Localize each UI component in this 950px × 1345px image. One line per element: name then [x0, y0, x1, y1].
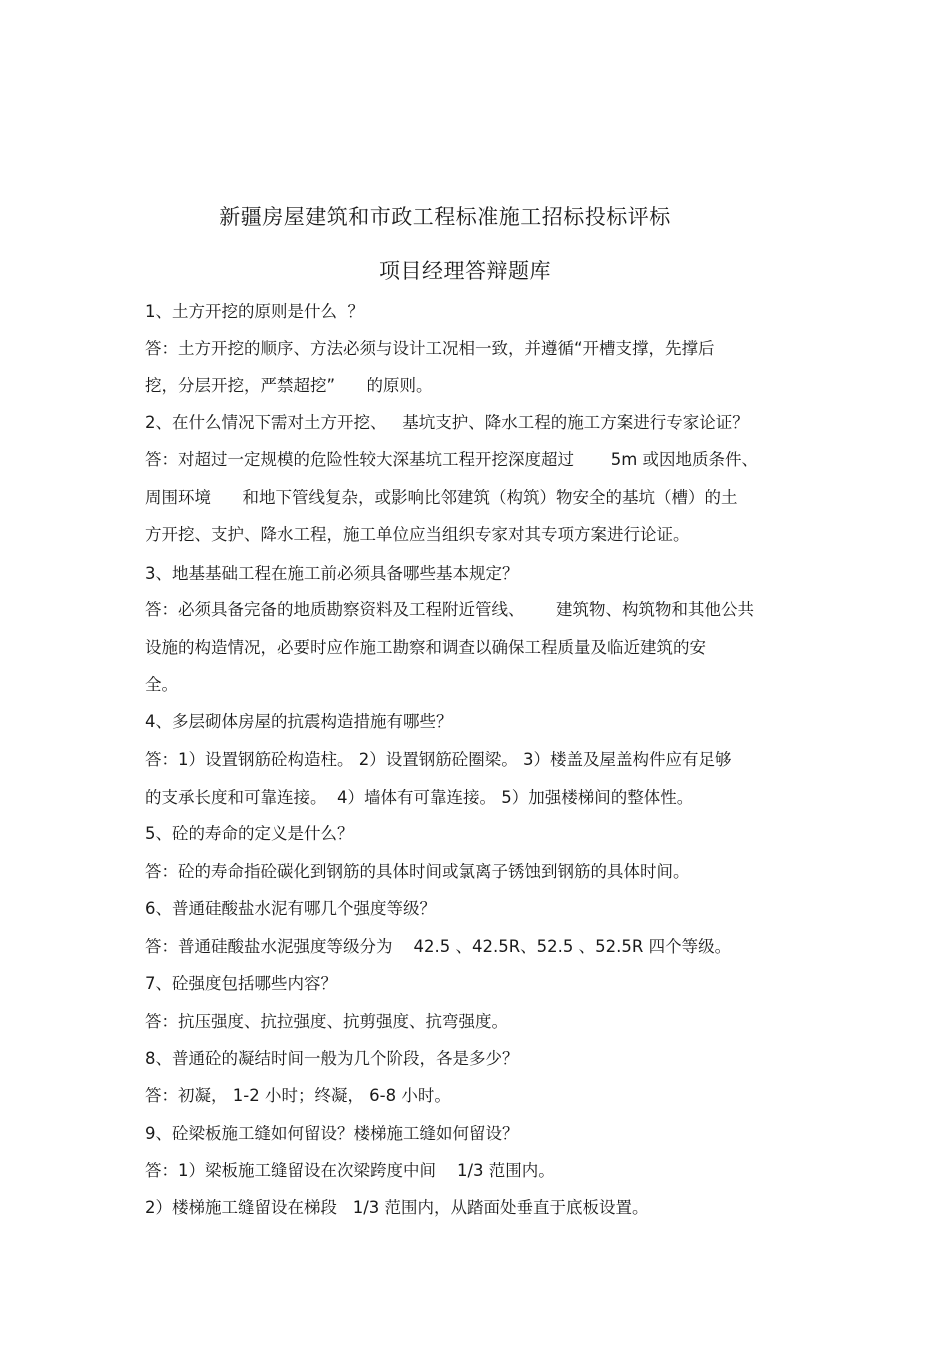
question-line: 6、普通硅酸盐水泥有哪几个强度等级？	[145, 899, 436, 918]
answer-line: 答：抗压强度、抗拉强度、抗剪强度、抗弯强度。	[145, 1012, 508, 1031]
answer-line: 全。	[145, 675, 178, 694]
question-line: 2、在什么情况下需对土方开挖、 基坑支护、降水工程的施工方案进行专家论证？	[145, 413, 749, 432]
answer-line: 答：对超过一定规模的危险性较大深基坑工程开挖深度超过 5m 或因地质条件、	[145, 450, 759, 469]
question-line: 1、土方开挖的原则是什么 ？	[145, 302, 364, 321]
answer-line: 答：必须具备完备的地质勘察资料及工程附近管线、 建筑物、构筑物和其他公共	[145, 600, 754, 619]
answer-line: 2）楼梯施工缝留设在梯段 1/3 范围内，从踏面处垂直于底板设置。	[145, 1198, 649, 1217]
question-line: 7、砼强度包括哪些内容？	[145, 974, 337, 993]
answer-line: 答：土方开挖的顺序、方法必须与设计工况相一致，并遵循“开槽支撑，先撑后	[145, 339, 715, 358]
question-line: 5、砼的寿命的定义是什么？	[145, 824, 354, 843]
answer-line: 答：砼的寿命指砼碳化到钢筋的具体时间或氯离子锈蚀到钢筋的具体时间。	[145, 862, 690, 881]
answer-line: 挖，分层开挖，严禁超挖” 的原则。	[145, 376, 433, 395]
answer-line: 方开挖、支护、降水工程，施工单位应当组织专家对其专项方案进行论证。	[145, 525, 690, 544]
answer-line: 的支承长度和可靠连接。 4）墙体有可靠连接。 5）加强楼梯间的整体性。	[145, 788, 694, 807]
document-title: 新疆房屋建筑和市政工程标准施工招标投标评标	[219, 205, 671, 229]
document-subtitle: 项目经理答辩题库	[379, 259, 551, 283]
answer-line: 答：1）梁板施工缝留设在次梁跨度中间 1/3 范围内。	[145, 1161, 555, 1180]
question-line: 3、地基基础工程在施工前必须具备哪些基本规定？	[145, 564, 519, 583]
answer-line: 答：普通硅酸盐水泥强度等级分为 42.5 、42.5R、52.5 、52.5R 四个等级。	[145, 937, 732, 956]
answer-line: 周围环境 和地下管线复杂，或影响比邻建筑（构筑）物安全的基坑（槽）的土	[145, 488, 738, 507]
answer-line: 答：初凝， 1-2 小时；终凝， 6-8 小时。	[145, 1086, 451, 1105]
answer-line: 设施的构造情况，必要时应作施工勘察和调查以确保工程质量及临近建筑的安	[145, 638, 706, 657]
question-line: 9、砼梁板施工缝如何留设？楼梯施工缝如何留设？	[145, 1124, 519, 1143]
question-line: 4、多层砌体房屋的抗震构造措施有哪些？	[145, 712, 453, 731]
answer-line: 答：1）设置钢筋砼构造柱。 2）设置钢筋砼圈梁。 3）楼盖及屋盖构件应有足够	[145, 750, 732, 769]
question-line: 8、普通砼的凝结时间一般为几个阶段，各是多少？	[145, 1049, 519, 1068]
